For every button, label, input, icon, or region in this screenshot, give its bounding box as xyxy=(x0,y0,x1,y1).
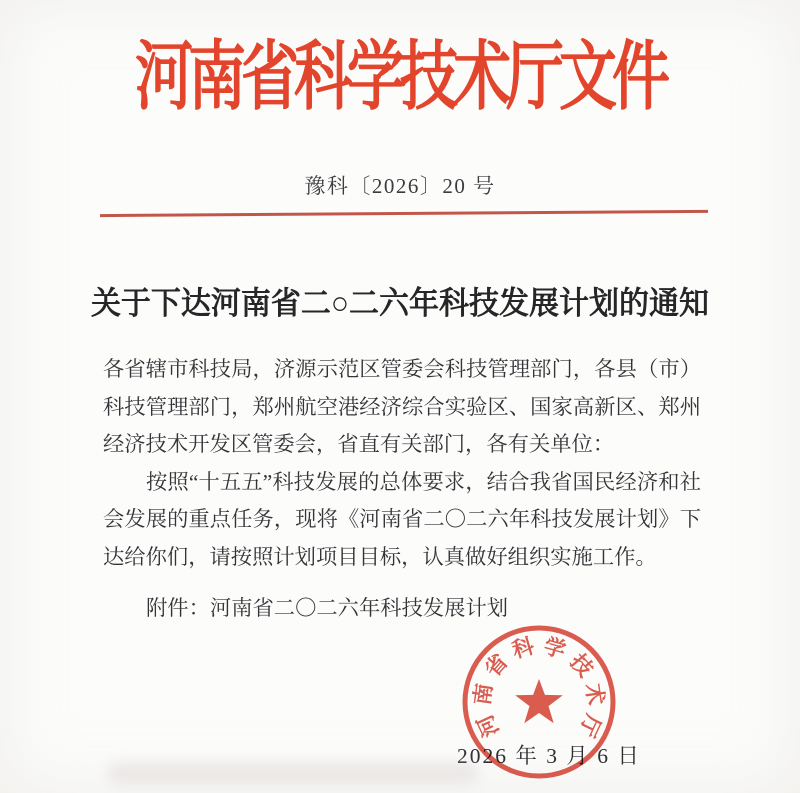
seal-char: 厅 xyxy=(574,710,606,741)
seal-char: 技 xyxy=(565,649,598,682)
body-line: 会发展的重点任务，现将《河南省二〇二六年科技发展计划》下 xyxy=(103,507,701,531)
body-line: 经济技术开发区管委会，省直有关部门，各有关单位： xyxy=(103,432,615,456)
attachment-line: 附件：河南省二〇二六年科技发展计划 xyxy=(146,596,509,620)
document-date: 2026 年 3 月 6 日 xyxy=(457,744,641,768)
seal-char: 省 xyxy=(480,649,513,682)
seal-char: 科 xyxy=(509,633,537,663)
body-line: 按照“十五五”科技发展的总体要求，结合我省国民经济和社 xyxy=(146,469,701,494)
seal-char: 南 xyxy=(470,681,497,707)
document-number: 豫科〔2026〕20 号 xyxy=(304,174,496,198)
seal-char: 术 xyxy=(581,681,608,707)
red-separator-line xyxy=(100,210,708,217)
seal-char: 学 xyxy=(541,633,569,663)
body-line: 各省辖市科技局，济源示范区管委会科技管理部门，各县（市） xyxy=(103,357,701,381)
page-smudge xyxy=(108,763,478,783)
document-header-title: 河南省科学技术厅文件 xyxy=(134,35,665,120)
seal-star-icon xyxy=(515,679,563,723)
official-seal xyxy=(453,616,625,788)
body-line: 科技管理部门，郑州航空港经济综合实验区、国家高新区、郑州 xyxy=(103,394,701,419)
document-title: 关于下达河南省二○二六年科技发展计划的通知 xyxy=(90,286,710,321)
body-line: 达给你们，请按照计划项目目标，认真做好组织实施工作。 xyxy=(103,544,657,569)
seal-char: 河 xyxy=(472,710,504,741)
document-body xyxy=(103,351,701,576)
